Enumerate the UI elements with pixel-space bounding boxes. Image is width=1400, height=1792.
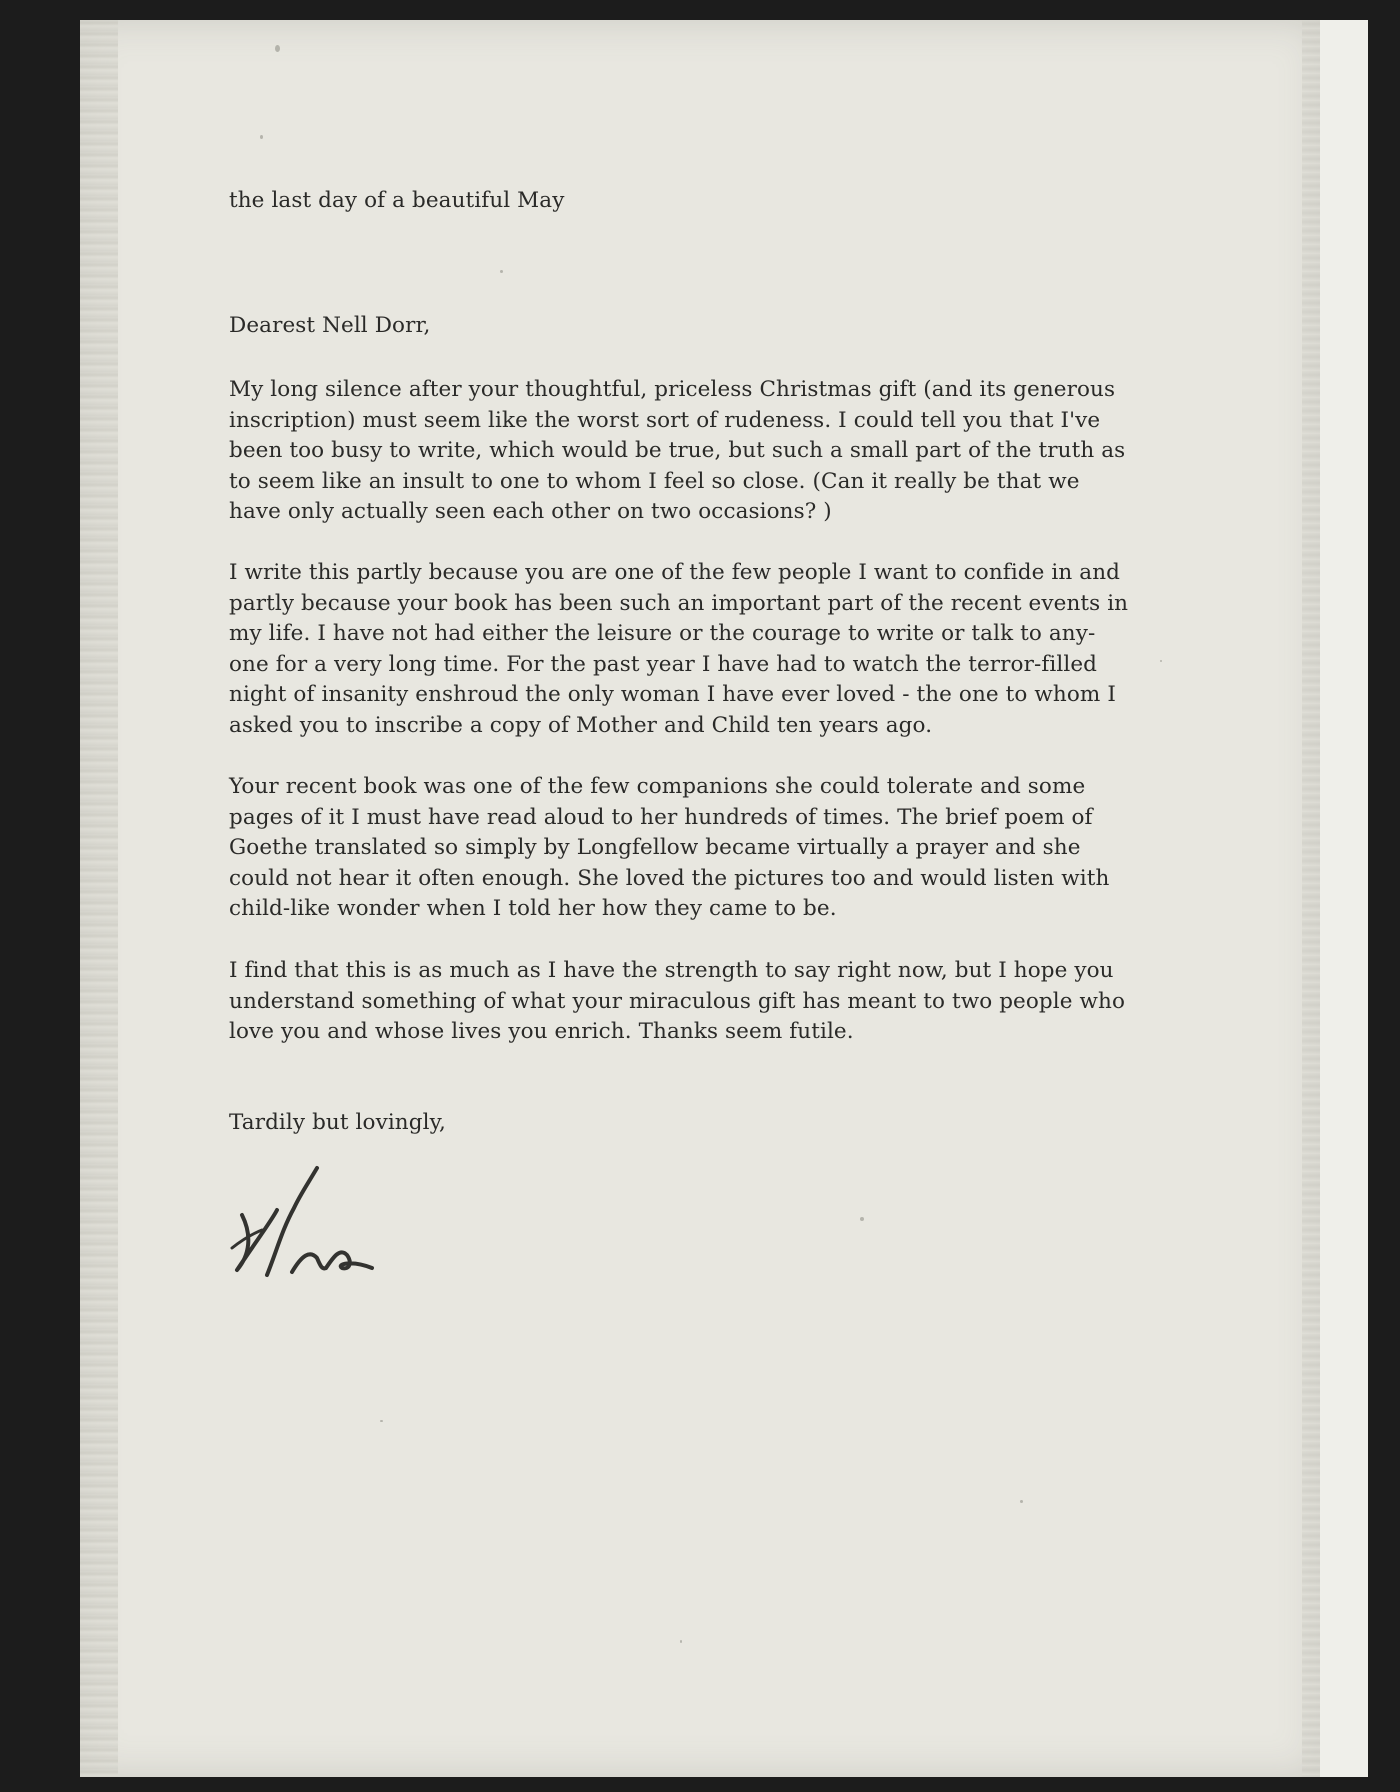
text-line: Goethe translated so simply by Longfellow became virtually a prayer and she (229, 835, 1081, 860)
paper-speck (275, 45, 280, 52)
text-line: my life. I have not had either the leisure or the courage to write or talk to any- (229, 621, 1096, 646)
paragraph-4 (229, 956, 1125, 1048)
handwritten-signature (222, 1160, 402, 1290)
paragraph-2 (229, 558, 1128, 741)
paper-speck (860, 1217, 864, 1221)
text-line: to seem like an insult to one to whom I feel so close. (Can it really be that we (229, 468, 1080, 494)
text-line: child-like wonder when I told her how they came to be. (229, 896, 837, 921)
text-line: partly because your book has been such an important part of the recent events in (229, 590, 1129, 616)
text-line: I write this partly because you are one of the few people I want to confide in and (229, 560, 1121, 585)
text-line: I find that this is as much as I have the strength to say right now, but I hope you (229, 958, 1114, 983)
text-line: night of insanity enshroud the only woman I have ever loved - the one to whom I (229, 682, 1116, 707)
text-line: understand something of what your miraculous gift has meant to two people who (229, 988, 1126, 1014)
salutation: Dearest Nell Dorr, (229, 313, 431, 338)
text-line: My long silence after your thoughtful, priceless Christmas gift (and its generous (229, 377, 1116, 402)
text-line: love you and whose lives you enrich. Thanks seem futile. (229, 1019, 854, 1044)
text-line: asked you to inscribe a copy of Mother and Child ten years ago. (229, 712, 933, 738)
paper-speck (1160, 660, 1162, 662)
right-margin-strip (1320, 20, 1368, 1777)
text-line: could not hear it often enough. She loved the pictures too and would listen with (229, 865, 1110, 891)
paper-speck (1020, 1500, 1023, 1503)
text-line: have only actually seen each other on two occasions? ) (229, 499, 832, 524)
paragraph-3 (229, 772, 1109, 925)
paper-speck (260, 135, 263, 139)
text-line: one for a very long time. For the past year I have had to watch the terror-filled (229, 651, 1098, 677)
text-line: inscription) must seem like the worst sort of rudeness. I could tell you that I've (229, 407, 1101, 433)
closing: Tardily but lovingly, (229, 1110, 446, 1135)
text-line: Your recent book was one of the few companions she could tolerate and some (229, 774, 1086, 799)
date-line: the last day of a beautiful May (229, 188, 565, 213)
paragraph-1 (229, 375, 1125, 528)
paper-speck (680, 1640, 682, 1643)
text-line: pages of it I must have read aloud to her hundreds of times. The brief poem of (229, 804, 1093, 830)
paper-speck (380, 1420, 383, 1422)
paper-speck (500, 270, 503, 273)
text-line: been too busy to write, which would be true, but such a small part of the truth as (229, 438, 1126, 463)
